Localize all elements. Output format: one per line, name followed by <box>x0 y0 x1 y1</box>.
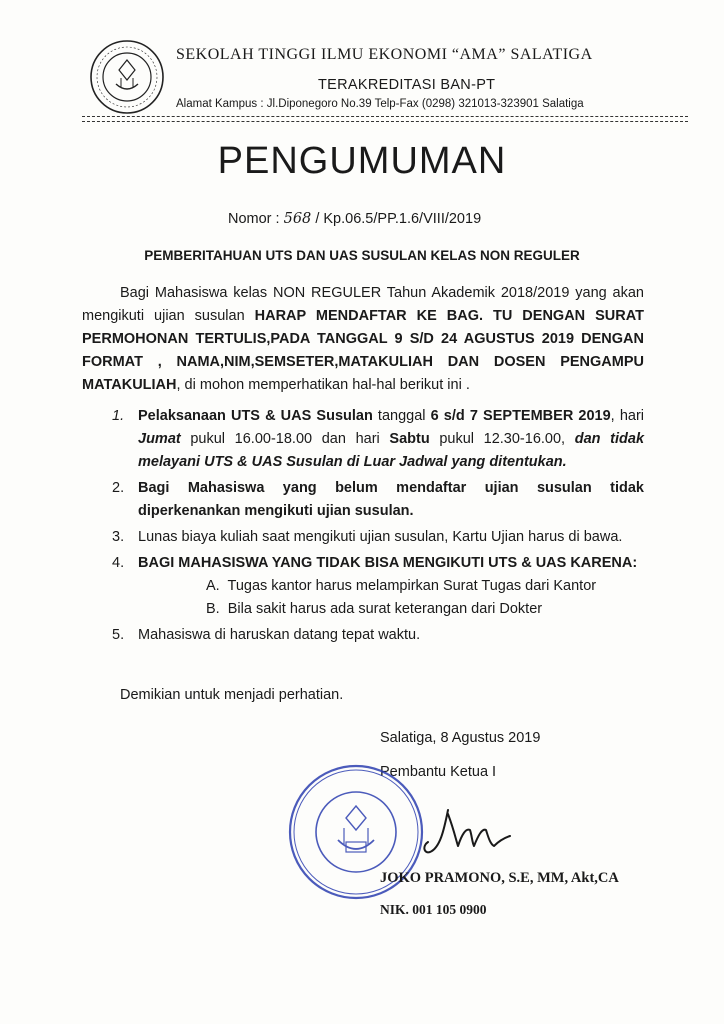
list-item: 2. Bagi Mahasiswa yang belum mendaftar ujian susulan tidak diperkenankan mengikuti ujian susulan. <box>112 480 644 519</box>
header-divider <box>82 116 688 117</box>
nomor-label: Nomor : <box>228 211 280 227</box>
list-item: 5. Mahasiswa di haruskan datang tepat waktu. <box>112 627 421 643</box>
sub-item: B. Bila sakit harus ada surat keterangan dari Dokter <box>206 601 543 617</box>
intro-paragraph <box>82 282 644 397</box>
closing-text: Demikian untuk menjadi perhatian. <box>120 687 344 703</box>
school-logo <box>88 38 166 116</box>
accreditation: TERAKREDITASI BAN-PT <box>318 77 496 93</box>
handwritten-signature <box>418 800 528 860</box>
place-date: Salatiga, 8 Agustus 2019 <box>380 730 541 746</box>
requirements-list <box>112 405 644 647</box>
sub-item: A. Tugas kantor harus melampirkan Surat Tugas dari Kantor <box>206 578 597 594</box>
school-name: SEKOLAH TINGGI ILMU EKONOMI “AMA” SALATIGA <box>176 46 593 63</box>
list-item: 4. BAGI MAHASISWA YANG TIDAK BISA MENGIKUTI UTS & UAS KARENA: <box>112 555 638 571</box>
signer-nik: NIK. 001 105 0900 <box>380 902 487 917</box>
list-item: 3. Lunas biaya kuliah saat mengikuti ujian susulan, Kartu Ujian harus di bawa. <box>112 529 623 545</box>
nomor-handwritten: 568 <box>283 211 312 227</box>
subject-line: PEMBERITAHUAN UTS DAN UAS SUSULAN KELAS NON REGULER <box>144 248 580 263</box>
intro-text-3: , di mohon memperhatikan hal-hal berikut ini . <box>176 377 470 393</box>
page-title: PENGUMUMAN <box>217 140 507 182</box>
letter-number <box>228 211 481 227</box>
header-divider-2 <box>82 121 688 122</box>
signer-name: JOKO PRAMONO, S.E, MM, Akt,CA <box>380 870 619 886</box>
intro-text-1: Bagi Mahasiswa kelas NON REGULER Tahun Akademik 2018/2019 yang akan mengikuti ujian susulan <box>82 285 644 324</box>
nomor-rest: / Kp.06.5/PP.1.6/VIII/2019 <box>315 211 482 227</box>
intro-text-bold: HARAP MENDAFTAR KE BAG. TU DENGAN SURAT PERMOHONAN TERTULIS,PADA TANGGAL 9 S/D 24 AGUSTUS 2019 DENGAN FORMAT , NAMA,NIM,SEMSETER,MATAKULIAH DAN DOSEN PENGAMPU MATAKULIAH <box>82 308 644 393</box>
list-item: 1. Pelaksanaan UTS & UAS Susulan tanggal 6 s/d 7 SEPTEMBER 2019, hari Jumat pukul 16.00-18.00 dan hari Sabtu pukul 12.30-16.00, dan tidak melayani UTS & UAS Susulan di Luar Jadwal yang ditentukan. <box>112 408 645 470</box>
signer-role: Pembantu Ketua I <box>380 764 497 780</box>
school-address: Alamat Kampus : Jl.Diponegoro No.39 Telp-Fax (0298) 321013-323901 Salatiga <box>176 98 584 110</box>
